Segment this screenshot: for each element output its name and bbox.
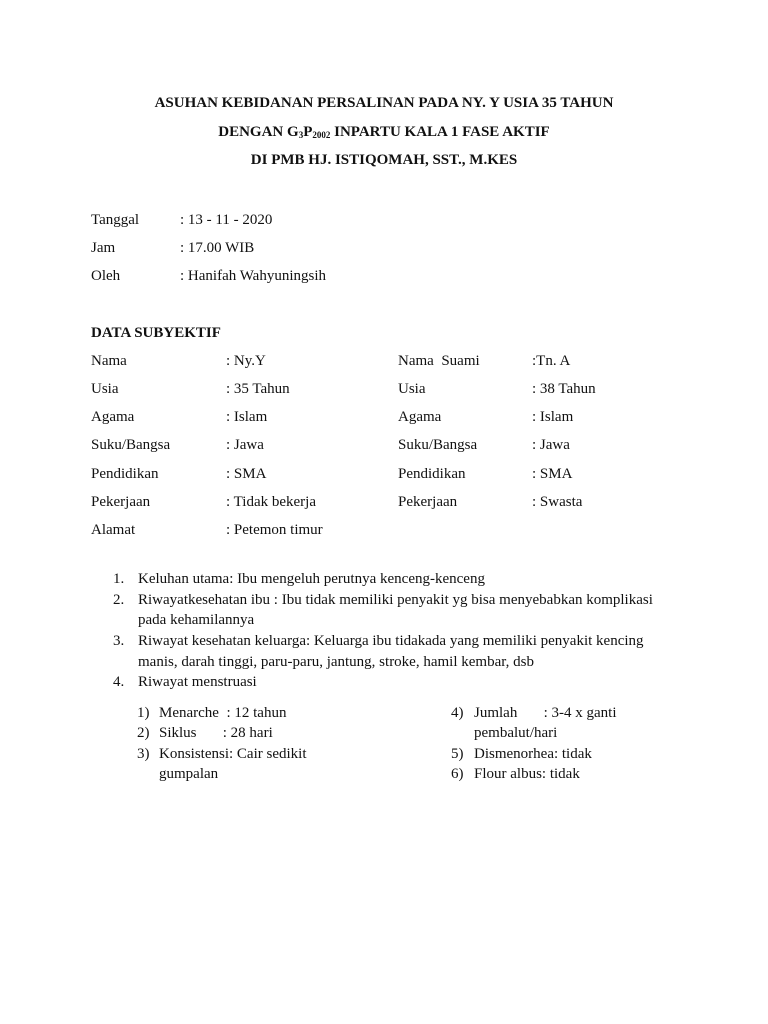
patient-value-agama: : Islam xyxy=(226,409,268,425)
list-item-number: 1. xyxy=(113,571,125,587)
patient-label-nama: Nama xyxy=(91,353,127,369)
sublist-konsistensi: Konsistensi: Cair sedikit xyxy=(159,746,307,762)
patient-label-suku: Suku/Bangsa xyxy=(91,437,171,453)
document-title-line-2 xyxy=(0,123,768,144)
list-item-number: 3. xyxy=(113,633,125,649)
husband-value-pendidikan: : SMA xyxy=(532,466,573,482)
patient-value-alamat: : Petemon timur xyxy=(226,522,323,538)
list-item-riwayat-menstruasi: Riwayat menstruasi xyxy=(138,674,257,690)
sublist-number: 2) xyxy=(137,725,150,741)
document-title-line-3: DI PMB HJ. ISTIQOMAH, SST., M.KES xyxy=(250,152,518,168)
list-item-riwayat-ibu: Riwayatkesehatan ibu : Ibu tidak memiliki penyakit yg bisa menyebabkan komplikasi xyxy=(138,592,653,608)
header-value-oleh: : Hanifah Wahyuningsih xyxy=(180,268,326,284)
title-line2-p: P xyxy=(303,124,313,140)
title-g-subscript: 3 xyxy=(298,130,304,140)
husband-label-pendidikan: Pendidikan xyxy=(398,466,466,482)
patient-value-suku: : Jawa xyxy=(226,437,264,453)
header-label-oleh: Oleh xyxy=(91,268,121,284)
sublist-number: 1) xyxy=(137,705,150,721)
husband-value-nama: :Tn. A xyxy=(532,353,571,369)
sublist-number: 4) xyxy=(451,705,464,721)
list-item-riwayat-keluarga: Riwayat kesehatan keluarga: Keluarga ibu tidakada yang memiliki penyakit kencing xyxy=(138,633,644,649)
header-label-tanggal: Tanggal xyxy=(91,212,140,228)
header-value-jam: : 17.00 WIB xyxy=(180,240,255,256)
list-item-riwayat-ibu-cont: pada kehamilannya xyxy=(138,612,255,628)
patient-label-alamat: Alamat xyxy=(91,522,136,538)
sublist-menarche: Menarche : 12 tahun xyxy=(159,705,287,721)
sublist-siklus: Siklus : 28 hari xyxy=(159,725,273,741)
husband-value-suku: : Jawa xyxy=(532,437,570,453)
husband-value-pekerjaan: : Swasta xyxy=(532,494,583,510)
husband-label-pekerjaan: Pekerjaan xyxy=(398,494,458,510)
sublist-dismenorhea: Dismenorhea: tidak xyxy=(474,746,592,762)
header-label-jam: Jam xyxy=(91,240,116,256)
sublist-number: 3) xyxy=(137,746,150,762)
sublist-konsistensi-cont: gumpalan xyxy=(159,766,219,782)
patient-value-pekerjaan: : Tidak bekerja xyxy=(226,494,316,510)
sublist-flour-albus: Flour albus: tidak xyxy=(474,766,580,782)
husband-label-usia: Usia xyxy=(398,381,426,397)
document-title-line-1: ASUHAN KEBIDANAN PERSALINAN PADA NY. Y USIA 35 TAHUN xyxy=(154,95,614,111)
title-p-subscript: 2002 xyxy=(312,130,331,140)
list-item-number: 4. xyxy=(113,674,125,690)
patient-value-pendidikan: : SMA xyxy=(226,466,267,482)
sublist-number: 5) xyxy=(451,746,464,762)
patient-label-agama: Agama xyxy=(91,409,135,425)
section-heading-data-subyektif: DATA SUBYEKTIF xyxy=(91,325,221,341)
patient-label-usia: Usia xyxy=(91,381,119,397)
husband-label-agama: Agama xyxy=(398,409,442,425)
patient-label-pekerjaan: Pekerjaan xyxy=(91,494,151,510)
sublist-number: 6) xyxy=(451,766,464,782)
husband-value-agama: : Islam xyxy=(532,409,574,425)
list-item-number: 2. xyxy=(113,592,125,608)
husband-label-suku: Suku/Bangsa xyxy=(398,437,478,453)
sublist-jumlah: Jumlah : 3-4 x ganti xyxy=(474,705,617,721)
sublist-jumlah-cont: pembalut/hari xyxy=(474,725,558,741)
title-line2-suffix: INPARTU KALA 1 FASE AKTIF xyxy=(330,124,550,140)
husband-value-usia: : 38 Tahun xyxy=(532,381,596,397)
patient-value-nama: : Ny.Y xyxy=(226,353,266,369)
list-item-riwayat-keluarga-cont: manis, darah tinggi, paru-paru, jantung, stroke, hamil kembar, dsb xyxy=(138,654,534,670)
list-item-keluhan: Keluhan utama: Ibu mengeluh perutnya kenceng-kenceng xyxy=(138,571,485,587)
title-line2-prefix: DENGAN G xyxy=(218,124,299,140)
header-value-tanggal: : 13 - 11 - 2020 xyxy=(180,212,273,228)
husband-label-nama: Nama Suami xyxy=(398,353,480,369)
patient-label-pendidikan: Pendidikan xyxy=(91,466,159,482)
patient-value-usia: : 35 Tahun xyxy=(226,381,290,397)
